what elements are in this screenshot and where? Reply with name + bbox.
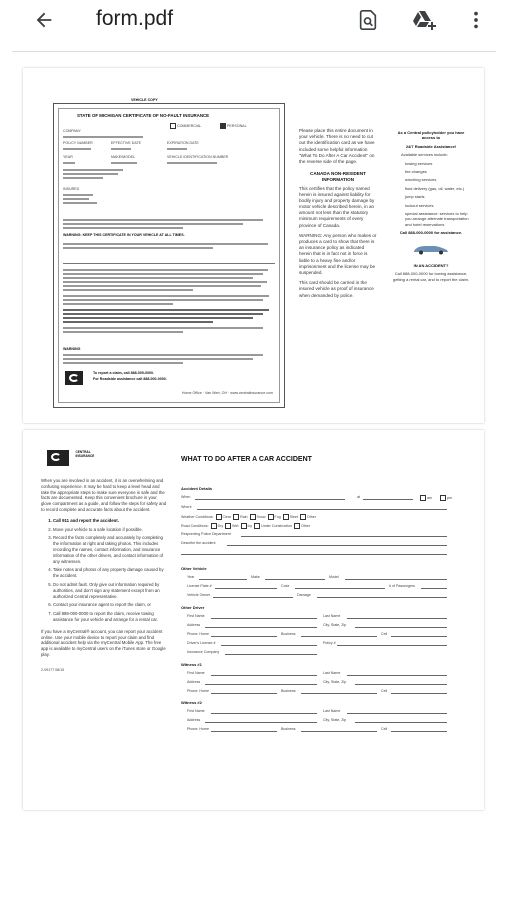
steps-list: [41, 518, 167, 623]
expiration-date-field: EXPIRATION DATE: [167, 141, 217, 152]
more-options-button[interactable]: [462, 6, 490, 34]
road-icy-checkbox[interactable]: Icy: [240, 524, 253, 528]
back-button[interactable]: [30, 6, 58, 34]
vin-field: VEHICLE IDENTIFICATION NUMBER: [167, 155, 267, 166]
w1-city-label: City, State, Zip: [323, 680, 347, 684]
roadside-title: 24/7 Roadside Assistance!: [405, 143, 457, 149]
central-logo: CENTRAL INSURANCE: [47, 450, 93, 471]
model-label: Model: [329, 575, 339, 579]
accident-steps-column: [41, 478, 167, 673]
make-label: Make: [251, 575, 260, 579]
drivers-license-label: Driver's License #: [187, 641, 216, 645]
insured-field: INSURED: [63, 187, 123, 206]
instructions-column: [299, 128, 377, 299]
report-claim-text: To report a claim, call 888-000-0000.: [93, 371, 155, 375]
step-item: 6. Contact your insurance agent to report the claim, or: [53, 602, 167, 608]
service-item: special assistance: services to help you arrange alternate transportation and hotel reservations: [405, 210, 469, 227]
mycentral-text: If you have a myCentral® account, you can report your accident online. Use your mobile device to report your claim and find additional accident help via the myCentral Mobile App. The free app is available to myCentral users on the iTunes store or Google play.: [41, 628, 166, 657]
w1-phone-home-label: Phone: Home: [187, 689, 209, 693]
app-bar: [0, 0, 506, 40]
agent-block: [63, 167, 133, 181]
add-to-drive-icon: [412, 8, 438, 32]
step-item: 1. Call 911 and report the accident.: [53, 518, 167, 524]
w1-last-name-label: Last Name: [323, 671, 341, 675]
phone-home-label: Phone: Home: [187, 632, 209, 636]
weather-other-checkbox[interactable]: Other: [299, 515, 316, 519]
section-witness-2: Witness #2: [181, 700, 202, 705]
w1-first-name-label: First Name: [187, 671, 205, 675]
add-to-drive-button[interactable]: [411, 6, 439, 34]
policy-number-field: POLICY NUMBER: [63, 141, 103, 152]
document-title: form.pdf: [96, 7, 174, 30]
central-logo-icon: [47, 450, 69, 466]
service-item: lockout services: [405, 202, 434, 208]
at-label: at: [357, 495, 360, 499]
describe-label: Describe the accident: [181, 541, 216, 545]
section-accident: Accident Details: [181, 486, 213, 491]
w2-address-label: Address: [187, 718, 201, 722]
year-label: Year: [187, 575, 195, 579]
pdf-page-2: [23, 430, 484, 810]
pdf-viewer[interactable]: [0, 52, 506, 900]
weather-conditions-row: Weather Conditions: Clear Rain Snow Fog Sleet Other: [181, 514, 316, 519]
canada-title: CANADA NON-RESIDENT INFORMATION: [310, 171, 366, 183]
year-field: YEAR: [63, 155, 93, 166]
arrow-left-icon: [33, 9, 55, 31]
section-other-vehicle: Other Vehicle: [181, 566, 207, 571]
form-code: 2-09177 08/15: [41, 667, 65, 672]
find-in-document-button[interactable]: [354, 6, 382, 34]
canada-text: This certifies that the policy named herein is insured against liability for bodily injury and property damage by motor vehicle described herein, in an amount not less than the statutory minimum requirements of every province of Canada.: [299, 185, 375, 228]
effective-date-field: EFFECTIVE DATE: [111, 141, 155, 152]
personal-option: PERSONAL: [219, 123, 247, 129]
roadside-text: For Roadside assistance call 888-000-0000.: [93, 377, 167, 381]
roadside-sub: Available services include:: [401, 152, 448, 158]
accident-intro: When you are involved in an accident, it is an overwhelming and confusing experience. It may be hard to keep a level head and take the appropriate steps to make sure everyone is safe and the facts are documented. Keep this convenient brochure in your glove compartment as a guide, and follow the steps for safety and to record complete and accurate facts about the accident.: [41, 478, 167, 512]
service-item: fluid delivery (gas, oil, water, etc.): [405, 185, 465, 191]
service-item: tire changes: [405, 168, 427, 174]
step-item: 3. Record the facts completely and accurately by completing the information at right and taking photos. This includes recording the names, contact information, and insurance information of the other drivers, and contact information of any witnesses.: [53, 535, 167, 564]
commercial-option: COMMERCIAL: [169, 123, 201, 129]
when-label: When: [181, 495, 191, 499]
page2-title: WHAT TO DO AFTER A CAR ACCIDENT: [181, 456, 312, 463]
section-witness-1: Witness #1: [181, 662, 202, 667]
car-illustration: [411, 243, 451, 256]
weather-sleet-checkbox[interactable]: Sleet: [282, 515, 298, 519]
weather-rain-checkbox[interactable]: Rain: [232, 515, 247, 519]
search-document-icon: [357, 9, 379, 31]
company-field: COMPANY: [63, 129, 163, 140]
license-plate-label: License Plate #: [187, 584, 212, 588]
home-office-text: Home Office · Van Wert, OH · www.centralinsurance.com: [181, 391, 273, 395]
vehicle-owner-label: Vehicle Owner: [187, 593, 211, 597]
accident-text: Call 888-000-0000 for towing assistance, getting a rental car, and to report the claim.: [392, 271, 470, 282]
insurance-certificate: [53, 103, 285, 408]
w2-first-name-label: First Name: [187, 709, 205, 713]
step-item: 2. Move your vehicle to a safe location if possible.: [53, 527, 167, 533]
w2-cell-label: Cell: [381, 727, 388, 731]
business-label: Business: [281, 632, 296, 636]
step-item: 4. Take notes and photos of any property damage caused by the accident.: [53, 567, 167, 579]
road-conditions-row: Road Conditions: Dry Wet Icy Under Construction Other: [181, 523, 311, 528]
last-name-label: Last Name: [323, 614, 341, 618]
certificate-legal-text: [63, 267, 275, 335]
w1-cell-label: Cell: [381, 689, 388, 693]
certificate-body-text-2: [63, 241, 273, 251]
w2-business-label: Business: [281, 727, 296, 731]
car-icon: [411, 243, 451, 255]
road-other-checkbox[interactable]: Other: [293, 524, 310, 528]
weather-fog-checkbox[interactable]: Fog: [267, 515, 281, 519]
make-model-field: MAKE/MODEL: [111, 155, 155, 166]
place-document-text: Please place this entire document in your vehicle. There is no need to cut out the identification card as we have included some helpful information "What To Do After A Car Accident" on the reverse side of the page.: [299, 128, 375, 164]
w2-phone-home-label: Phone: Home: [187, 727, 209, 731]
damage-label: Damage: [297, 593, 311, 597]
policy-label: Policy #: [323, 641, 336, 645]
road-dry-checkbox[interactable]: Dry: [210, 524, 224, 528]
more-vertical-icon: [465, 9, 487, 31]
w2-city-label: City, State, Zip: [323, 718, 347, 722]
insurance-company-label: Insurance Company: [187, 650, 220, 654]
certificate-body-text: [63, 217, 273, 231]
w2-last-name-label: Last Name: [323, 709, 341, 713]
section-other-driver: Other Driver: [181, 605, 205, 610]
w1-address-label: Address: [187, 680, 201, 684]
address-label: Address: [187, 623, 201, 627]
weather-clear-checkbox[interactable]: Clear: [215, 515, 232, 519]
keep-in-vehicle-warning: WARNING: KEEP THIS CERTIFICATE IN YOUR VEHICLE AT ALL TIMES.: [63, 233, 185, 237]
services-list: [391, 161, 471, 228]
roadside-call: Call 888-000-0000 for assistance.: [399, 230, 463, 236]
service-item: jump starts: [405, 194, 425, 200]
roadside-column: [391, 130, 471, 282]
am-checkbox[interactable]: am: [419, 495, 432, 501]
carry-card-text: This card should be carried in the insured vehicle as proof of insurance when demanded by police.: [299, 280, 374, 298]
pdf-page-1: [23, 68, 484, 423]
passengers-label: # of Passengers: [389, 584, 415, 588]
first-name-label: First Name: [187, 614, 205, 618]
responding-label: Responding Police Department: [181, 532, 231, 536]
weather-snow-checkbox[interactable]: Snow: [249, 515, 266, 519]
central-logo-icon: [65, 371, 83, 385]
service-item: towing services: [405, 160, 433, 166]
accident-title: IN AN ACCIDENT?: [413, 262, 449, 268]
w1-business-label: Business: [281, 689, 296, 693]
road-wet-checkbox[interactable]: Wet: [224, 524, 238, 528]
certificate-warning-block: WARNING: [63, 347, 275, 366]
city-label: City, State, Zip: [323, 623, 347, 627]
where-label: Where: [181, 505, 192, 509]
vehicle-copy-header: VEHICLE COPY: [131, 98, 158, 102]
cell-label: Cell: [381, 632, 388, 636]
central-logo: [65, 371, 83, 390]
warning-text: WARNING: Any person who makes or produces a card to show that there is an insurance policy as indicated herein that is in fact not in force is liable to a heavy fine and/or imprisonment and the license may be suspended.: [299, 232, 377, 275]
certificate-title: STATE OF MICHIGAN CERTIFICATE OF NO-FAULT INSURANCE: [77, 113, 210, 118]
road-construction-checkbox[interactable]: Under Construction: [253, 524, 292, 528]
step-item: 7. Call 888-000-0000 to report the claim, receive towing assistance for your vehicle and arrange for a rental car.: [53, 611, 167, 623]
service-item: winching services: [405, 177, 437, 183]
step-item: 5. Do not admit fault. Only give out information required by authorities, and don't sign any statement except from an authorized Central representative.: [53, 582, 167, 599]
pm-checkbox[interactable]: pm: [439, 495, 452, 501]
color-label: Color: [281, 584, 290, 588]
roadside-intro: As a Central policyholder you have access to: [397, 130, 465, 141]
accident-form: [181, 486, 471, 806]
